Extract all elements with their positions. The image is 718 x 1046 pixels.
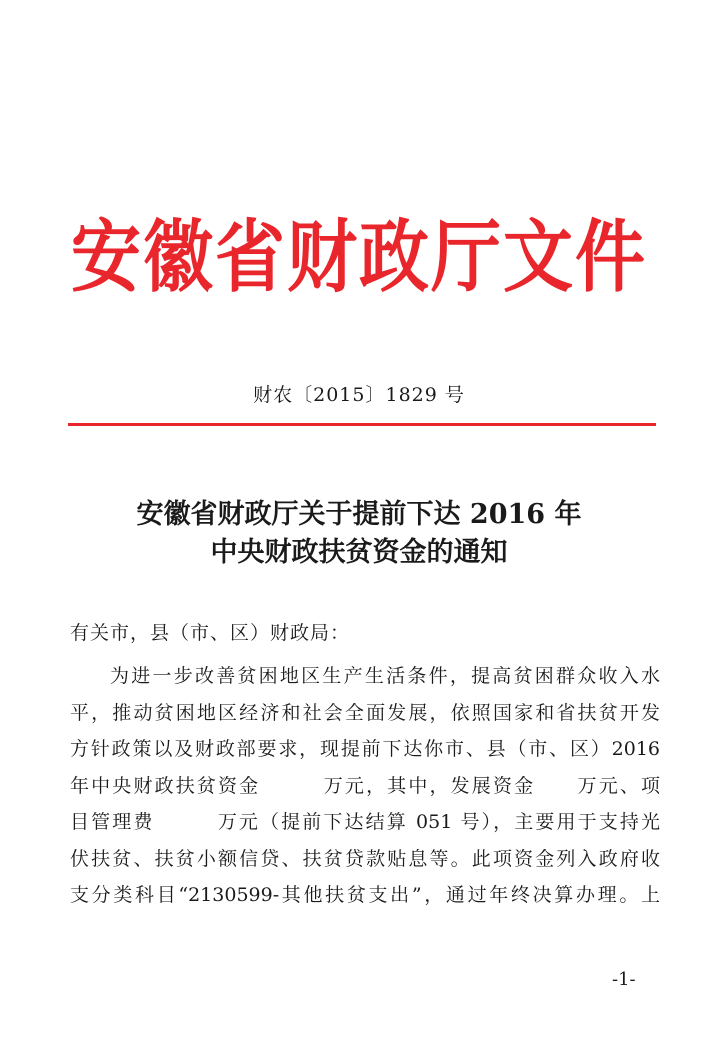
body-text [70, 658, 660, 914]
red-divider-line [68, 423, 656, 426]
body-line: 目管理费 万元（提前下达结算 051 号），主要用于支持光 [70, 811, 660, 833]
body-line: 支分类科目“2130599-其他扶贫支出”，通过年终决算办理。上 [70, 884, 660, 906]
body-line: 方针政策以及财政部要求，现提前下达你市、县（市、区）2016 [70, 738, 660, 760]
notice-title [0, 496, 718, 572]
page-number: -1- [612, 969, 636, 990]
notice-title-line-1: 安徽省财政厅关于提前下达 2016 年 [136, 499, 582, 530]
body-line: 平，推动贫困地区经济和社会全面发展，依照国家和省扶贫开发 [70, 701, 660, 724]
body-line: 年中央财政扶贫资金 万元，其中，发展资金 万元、项 [70, 774, 660, 797]
notice-title-line-2: 中央财政扶贫资金的通知 [210, 537, 508, 568]
document-number: 财农〔2015〕1829 号 [253, 384, 465, 406]
salutation: 有关市，县（市、区）财政局： [70, 622, 351, 644]
body-line: 为进一步改善贫困地区生产生活条件，提高贫困群众收入水 [110, 665, 660, 687]
body-line: 伏扶贫、扶贫小额信贷、扶贫贷款贴息等。此项资金列入政府收 [70, 847, 660, 870]
document-header-title: 安徽省财政厅文件 [71, 211, 647, 303]
